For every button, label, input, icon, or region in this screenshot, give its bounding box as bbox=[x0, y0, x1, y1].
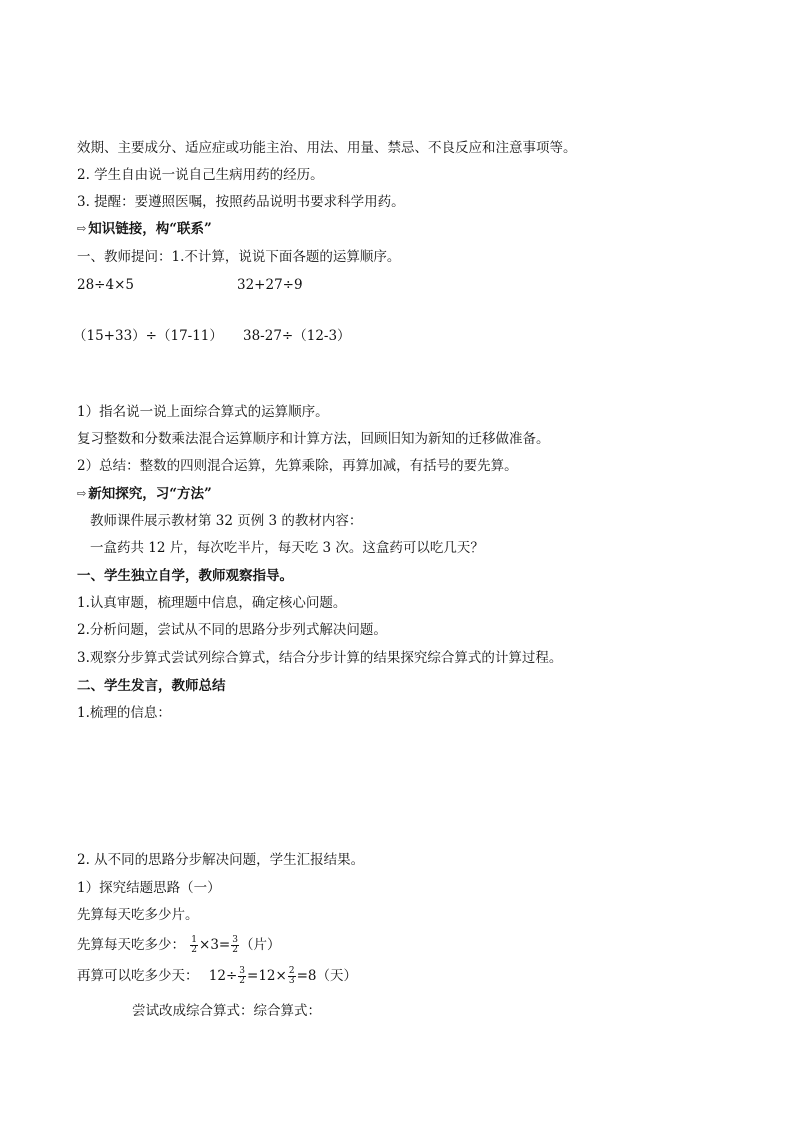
text-line: 1.梳理的信息： bbox=[77, 705, 171, 721]
text-line: 尝试改成综合算式：综合算式： bbox=[132, 1003, 321, 1019]
text-line: 2. 学生自由说一说自己生病用药的经历。 bbox=[77, 167, 324, 183]
expression: 38-27÷（12-3） bbox=[243, 328, 351, 344]
text-line: 3. 提醒：要遵照医嘱，按照药品说明书要求科学用药。 bbox=[77, 194, 405, 210]
text-line: 2）总结：整数的四则混合运算，先算乘除，再算加减，有括号的要先算。 bbox=[77, 458, 518, 474]
section-heading bbox=[77, 220, 212, 238]
text-line: 1）探究结题思路（一） bbox=[77, 880, 221, 896]
formula-line: 先算每天吃多少： $\frac{1}{2}$ ×3= $\frac{3}{2}$ （片） bbox=[77, 935, 281, 955]
text-line: 3.观察分步算式尝试列综合算式，结合分步计算的结果探究综合算式的计算过程。 bbox=[77, 650, 563, 666]
subsection-heading: 二、学生发言，教师总结 bbox=[77, 678, 226, 694]
section-heading bbox=[77, 485, 212, 503]
text-line: 先算每天吃多少片。 bbox=[77, 907, 199, 923]
text-line: 1）指名说一说上面综合算式的运算顺序。 bbox=[77, 404, 329, 420]
formula-line: 再算可以吃多少天： 12÷ $\frac{3}{2}$ =12× $\frac{2}{3}$ =8（天） bbox=[77, 966, 357, 986]
section-heading-text: 知识链接，构“联系” bbox=[88, 221, 212, 237]
text-line: 一、教师提问：1.不计算，说说下面各题的运算顺序。 bbox=[77, 249, 401, 265]
text-line: 教师课件展示教材第 32 页例 3 的教材内容： bbox=[90, 513, 363, 529]
expression: （15+33）÷（17-11） bbox=[73, 328, 223, 344]
arrow-icon: ⇨ bbox=[77, 222, 87, 235]
subsection-heading: 一、学生独立自学，教师观察指导。 bbox=[77, 568, 293, 584]
fraction: $\frac{3}{2}$ bbox=[232, 935, 238, 955]
text-line: 1.认真审题，梳理题中信息，确定核心问题。 bbox=[77, 595, 347, 611]
arrow-icon: ⇨ bbox=[77, 487, 87, 500]
expression: 32+27÷9 bbox=[237, 277, 303, 293]
fraction: $\frac{2}{3}$ bbox=[288, 966, 295, 986]
text-line: 效期、主要成分、适应症或功能主治、用法、用量、禁忌、不良反应和注意事项等。 bbox=[77, 140, 577, 156]
formula-label: 再算可以吃多少天： bbox=[77, 968, 199, 984]
formula-label: 先算每天吃多少： bbox=[77, 937, 185, 953]
expression: 28÷4×5 bbox=[77, 277, 134, 293]
text-line: 2. 从不同的思路分步解决问题，学生汇报结果。 bbox=[77, 852, 365, 868]
section-heading-text: 新知探究，习“方法” bbox=[88, 486, 212, 502]
fraction: $\frac{1}{2}$ bbox=[191, 935, 198, 955]
text-line: 2.分析问题，尝试从不同的思路分步列式解决问题。 bbox=[77, 622, 387, 638]
problem-statement: 一盒药共 12 片，每次吃半片，每天吃 3 次。这盒药可以吃几天？ bbox=[90, 540, 484, 556]
text-line: 复习整数和分数乘法混合运算顺序和计算方法，回顾旧知为新知的迁移做准备。 bbox=[77, 431, 550, 447]
fraction: $\frac{3}{2}$ bbox=[239, 966, 246, 986]
